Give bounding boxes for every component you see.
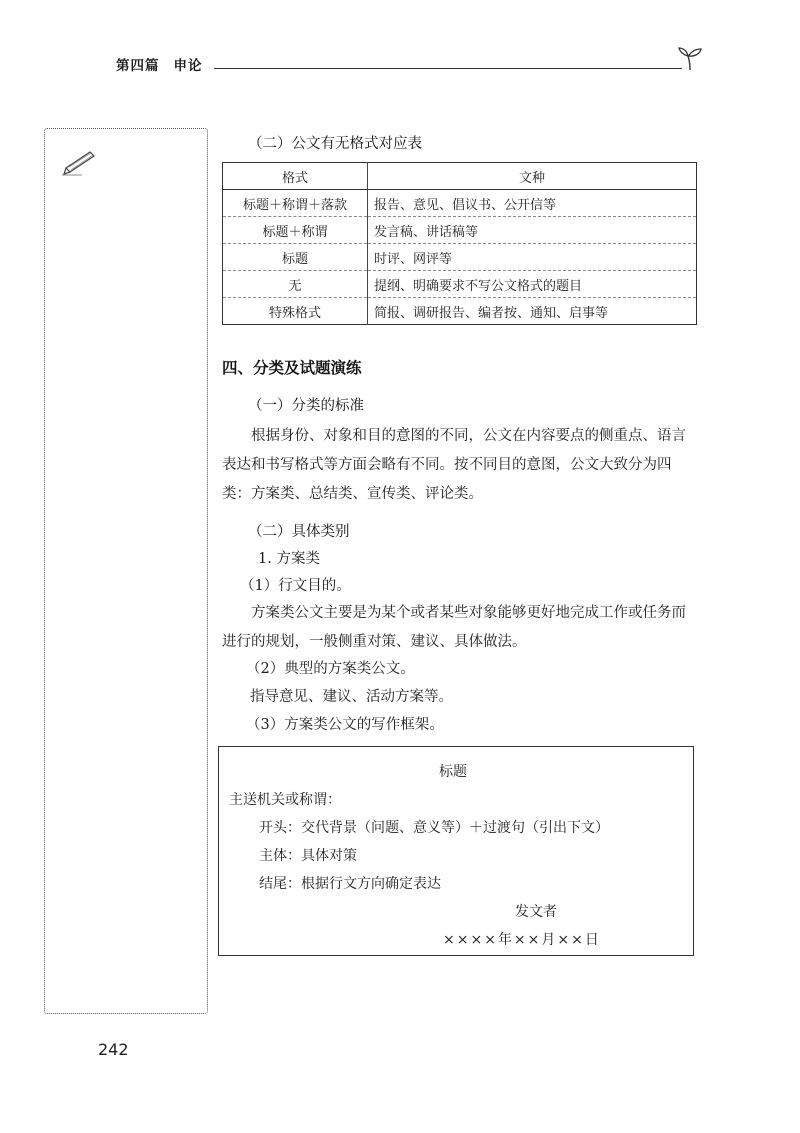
format-cell: 特殊格式 bbox=[223, 298, 368, 325]
pencil-icon bbox=[60, 146, 100, 176]
doctype-cell: 简报、调研报告、编者按、通知、启事等 bbox=[374, 305, 609, 321]
framework-addressee: 主送机关或称谓： bbox=[229, 792, 341, 808]
point-label: （1）行文目的。 bbox=[240, 578, 351, 594]
framework-ending: 结尾：根据行文方向确定表达 bbox=[259, 876, 441, 892]
page-number: 242 bbox=[98, 1040, 129, 1059]
paragraph-purpose: 方案类公文主要是为某个或者某些对象能够更好地完成工作或任务而进行的规划，一般侧重对策、建议、具体做法。 bbox=[222, 605, 686, 650]
format-cell: 标题 bbox=[223, 244, 368, 271]
item-heading: 1. 方案类 bbox=[258, 551, 320, 567]
table-row bbox=[223, 190, 697, 217]
framework-body: 主体：具体对策 bbox=[259, 848, 357, 864]
doctype-cell: 发言稿、讲话稿等 bbox=[374, 224, 479, 240]
framework-date: ××××年××月××日 bbox=[443, 932, 601, 948]
table-row bbox=[223, 298, 697, 325]
table-header-row bbox=[223, 163, 697, 190]
doctype-cell: 时评、网评等 bbox=[374, 251, 453, 267]
subsection-heading: （二）具体类别 bbox=[248, 524, 350, 540]
format-cell: 标题＋称谓＋落款 bbox=[223, 190, 368, 217]
framework-box bbox=[218, 746, 694, 956]
doctype-cell: 报告、意见、倡议书、公开信等 bbox=[374, 197, 557, 213]
running-header bbox=[116, 54, 203, 74]
table-row bbox=[223, 271, 697, 298]
header-subject: 申论 bbox=[173, 58, 203, 74]
format-table bbox=[222, 162, 697, 325]
notes-panel bbox=[44, 128, 208, 1014]
table-row bbox=[223, 217, 697, 244]
subsection-heading: （一）分类的标准 bbox=[248, 398, 364, 414]
doctype-cell: 提纲、明确要求不写公文格式的题目 bbox=[374, 278, 583, 294]
framework-opening: 开头：交代背景（问题、意义等）＋过渡句（引出下文） bbox=[259, 820, 609, 836]
table-heading: （二）公文有无格式对应表 bbox=[248, 136, 422, 152]
format-cell: 标题＋称谓 bbox=[223, 217, 368, 244]
point-label: （2）典型的方案类公文。 bbox=[246, 661, 415, 677]
framework-title: 标题 bbox=[439, 764, 467, 780]
section-heading: 四、分类及试题演练 bbox=[222, 359, 362, 377]
point-label: （3）方案类公文的写作框架。 bbox=[246, 717, 444, 733]
column-header: 文种 bbox=[518, 170, 545, 186]
sprout-icon bbox=[676, 44, 704, 72]
column-header: 格式 bbox=[223, 163, 368, 190]
format-cell: 无 bbox=[223, 271, 368, 298]
framework-signer: 发文者 bbox=[515, 904, 557, 920]
paragraph-standard: 根据身份、对象和目的意图的不同，公文在内容要点的侧重点、语言表达和书写格式等方面会略有不同。按不同目的意图，公文大致分为四类：方案类、总结类、宣传类、评论类。 bbox=[222, 428, 686, 502]
point-text: 指导意见、建议、活动方案等。 bbox=[250, 689, 453, 705]
header-rule bbox=[214, 68, 682, 69]
table-row bbox=[223, 244, 697, 271]
header-part: 第四篇 bbox=[116, 58, 160, 74]
